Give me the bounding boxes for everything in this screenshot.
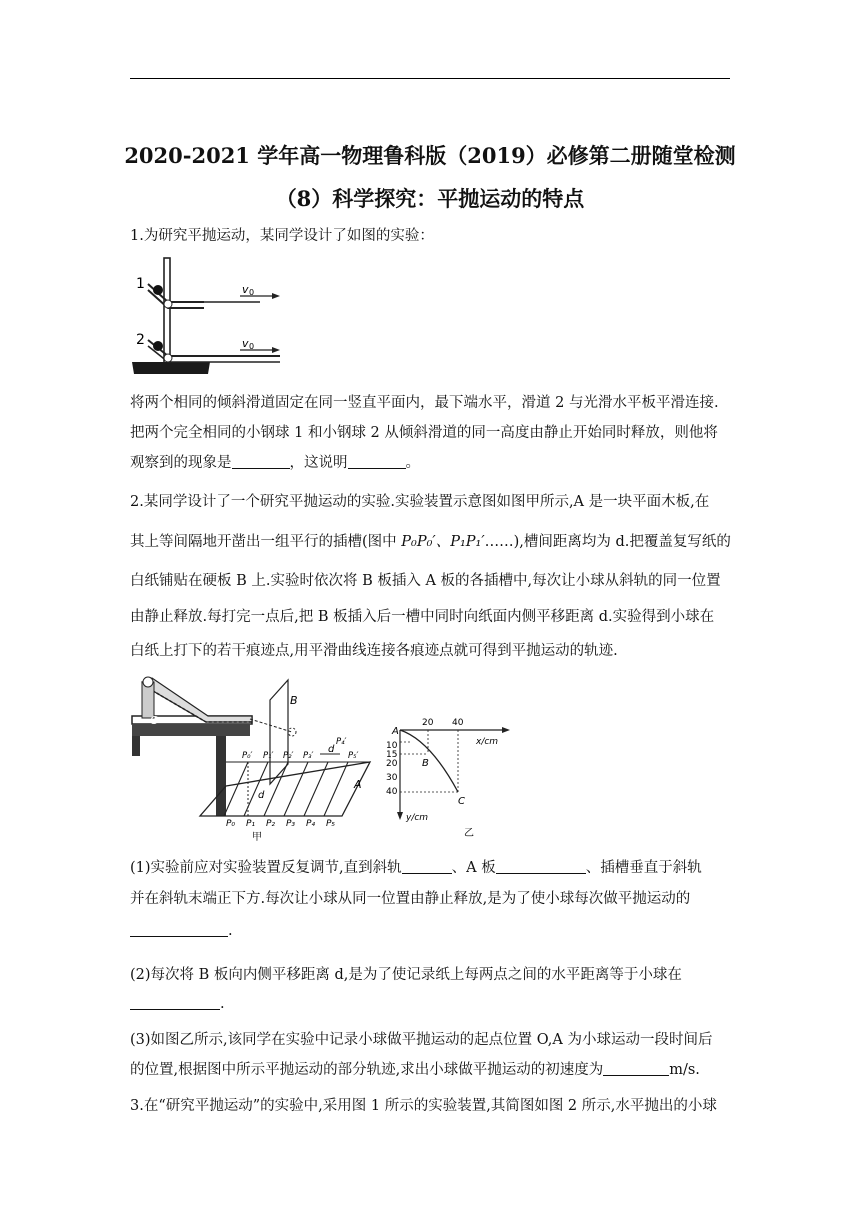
jia-label-a: A [354,778,362,791]
yi-x-tick-20: 20 [422,718,434,728]
fig1-v0-upper: v [242,283,249,296]
q2-line2: 其上等间隔地开凿出一组平行的插槽(图中 P₀P₀′、P₁P₁′……),槽间距离均为 d.把覆盖复写纸的 [130,534,731,550]
yi-point-b: B [422,758,429,769]
yi-y-tick-15: 15 [386,750,398,760]
jia-caption: 甲 [252,832,262,843]
yi-caption: 乙 [464,828,474,839]
fig1-label-2: 2 [136,332,145,348]
jia-top-tick-1: P₁′ [263,751,274,761]
q2-sub1-blank-1[interactable] [402,859,452,874]
yi-y-tick-20: 20 [386,759,398,769]
jia-bottom-tick-4: P₄ [306,819,316,829]
jia-top-tick-3: P₃′ [303,751,314,761]
jia-label-c: C [150,714,158,727]
q1-answer-blank-2[interactable] [348,454,406,469]
jia-bottom-tick-0: P₀ [226,819,236,829]
yi-y-tick-30: 30 [386,773,398,783]
yi-x-axis-label: x/cm [476,737,499,747]
jia-bottom-tick-1: P₁ [246,819,256,829]
document-title-line1: 2020-2021 学年高一物理鲁科版（2019）必修第二册随堂检测 [124,143,736,168]
q2-figure-jia [130,674,380,844]
q2-sub2-blank[interactable] [130,995,220,1010]
jia-bottom-tick-5: P₅ [326,819,336,829]
q2-line4: 由静止释放.每打完一点后,把 B 板插入后一槽中同时向纸面内侧平移距离 d.实验得到小球在 [130,609,715,625]
yi-point-a: A [392,726,399,737]
yi-x-tick-40: 40 [452,718,464,728]
q2-sub3-line1: (3)如图乙所示,该同学在实验中记录小球做平抛运动的起点位置 O,A 为小球运动一段时间后 [130,1032,713,1048]
yi-point-c: C [458,796,465,807]
q2-sub3-line2: 的位置,根据图中所示平抛运动的部分轨迹,求出小球做平抛运动的初速度为 m/s. [130,1062,700,1078]
document-title-line2: （8）科学探究：平抛运动的特点 [275,186,585,211]
jia-bottom-tick-2: P₂ [266,819,276,829]
q2-sub1-blank-2[interactable] [496,859,586,874]
q1-line1: 将两个相同的倾斜滑道固定在同一竖直平面内，最下端水平，滑道 2 与光滑水平板平滑连接. [130,395,719,411]
fig1-v0-lower: v [242,337,249,350]
q2-sub1-line3: . [130,921,730,941]
yi-y-tick-40: 40 [386,787,398,797]
q1-line2: 把两个完全相同的小钢球 1 和小钢球 2 从倾斜滑道的同一高度由静止开始同时释放，则他将 [130,425,718,441]
q1-line3: 观察到的现象是 ，这说明 。 [130,455,420,471]
q2-sub3-blank[interactable] [603,1061,669,1076]
q2-figure-yi [380,712,520,842]
q1-answer-blank-1[interactable] [232,454,290,469]
header-rule [130,78,730,79]
q2-line1: 2.某同学设计了一个研究平抛运动的实验.实验装置示意图如图甲所示,A 是一块平面木板,在 [130,494,710,510]
q2-sub2-line1: (2)每次将 B 板向内侧平移距离 d,是为了使记录纸上每两点之间的水平距离等于小球在 [130,967,682,983]
jia-label-b: B [290,694,298,707]
jia-top-tick-5: P₅′ [348,751,359,761]
fig1-v0-lower-sub: 0 [249,342,255,351]
fig1-label-1: 1 [136,276,145,292]
jia-top-tick-2: P₂′ [283,751,294,761]
q1-figure [130,256,290,380]
jia-bottom-tick-3: P₃ [286,819,296,829]
jia-top-tick-4: P₄′ [336,737,347,747]
jia-top-tick-0: P₀′ [242,751,253,761]
jia-label-d-bottom: d [258,790,265,801]
q2-line5: 白纸上打下的若干痕迹点,用平滑曲线连接各痕迹点就可得到平抛运动的轨迹. [130,643,618,659]
q2-line3: 白纸铺贴在硬板 B 上.实验时依次将 B 板插入 A 板的各插槽中,每次让小球从斜轨的同一位置 [130,573,721,589]
q3-line1: 3.在“研究平抛运动”的实验中,采用图 1 所示的实验装置,其简图如图 2 所示,水平抛出的小球 [130,1098,717,1114]
q1-intro: 1.为研究平抛运动，某同学设计了如图的实验： [130,228,434,244]
q2-sub1-line2: 并在斜轨末端正下方.每次让小球从同一位置由静止释放,是为了使小球每次做平抛运动的 [130,891,691,907]
jia-label-d-top: d [328,744,335,755]
q2-sub2-line2: . [130,994,730,1014]
q2-sub1-line1: (1)实验前应对实验装置反复调节,直到斜轨 、A 板 、插槽垂直于斜轨 [130,860,702,876]
q2-sub1-blank-3[interactable] [130,922,228,937]
fig1-v0-upper-sub: 0 [249,288,255,297]
yi-y-axis-label: y/cm [406,813,429,823]
yi-y-tick-10: 10 [386,741,398,751]
